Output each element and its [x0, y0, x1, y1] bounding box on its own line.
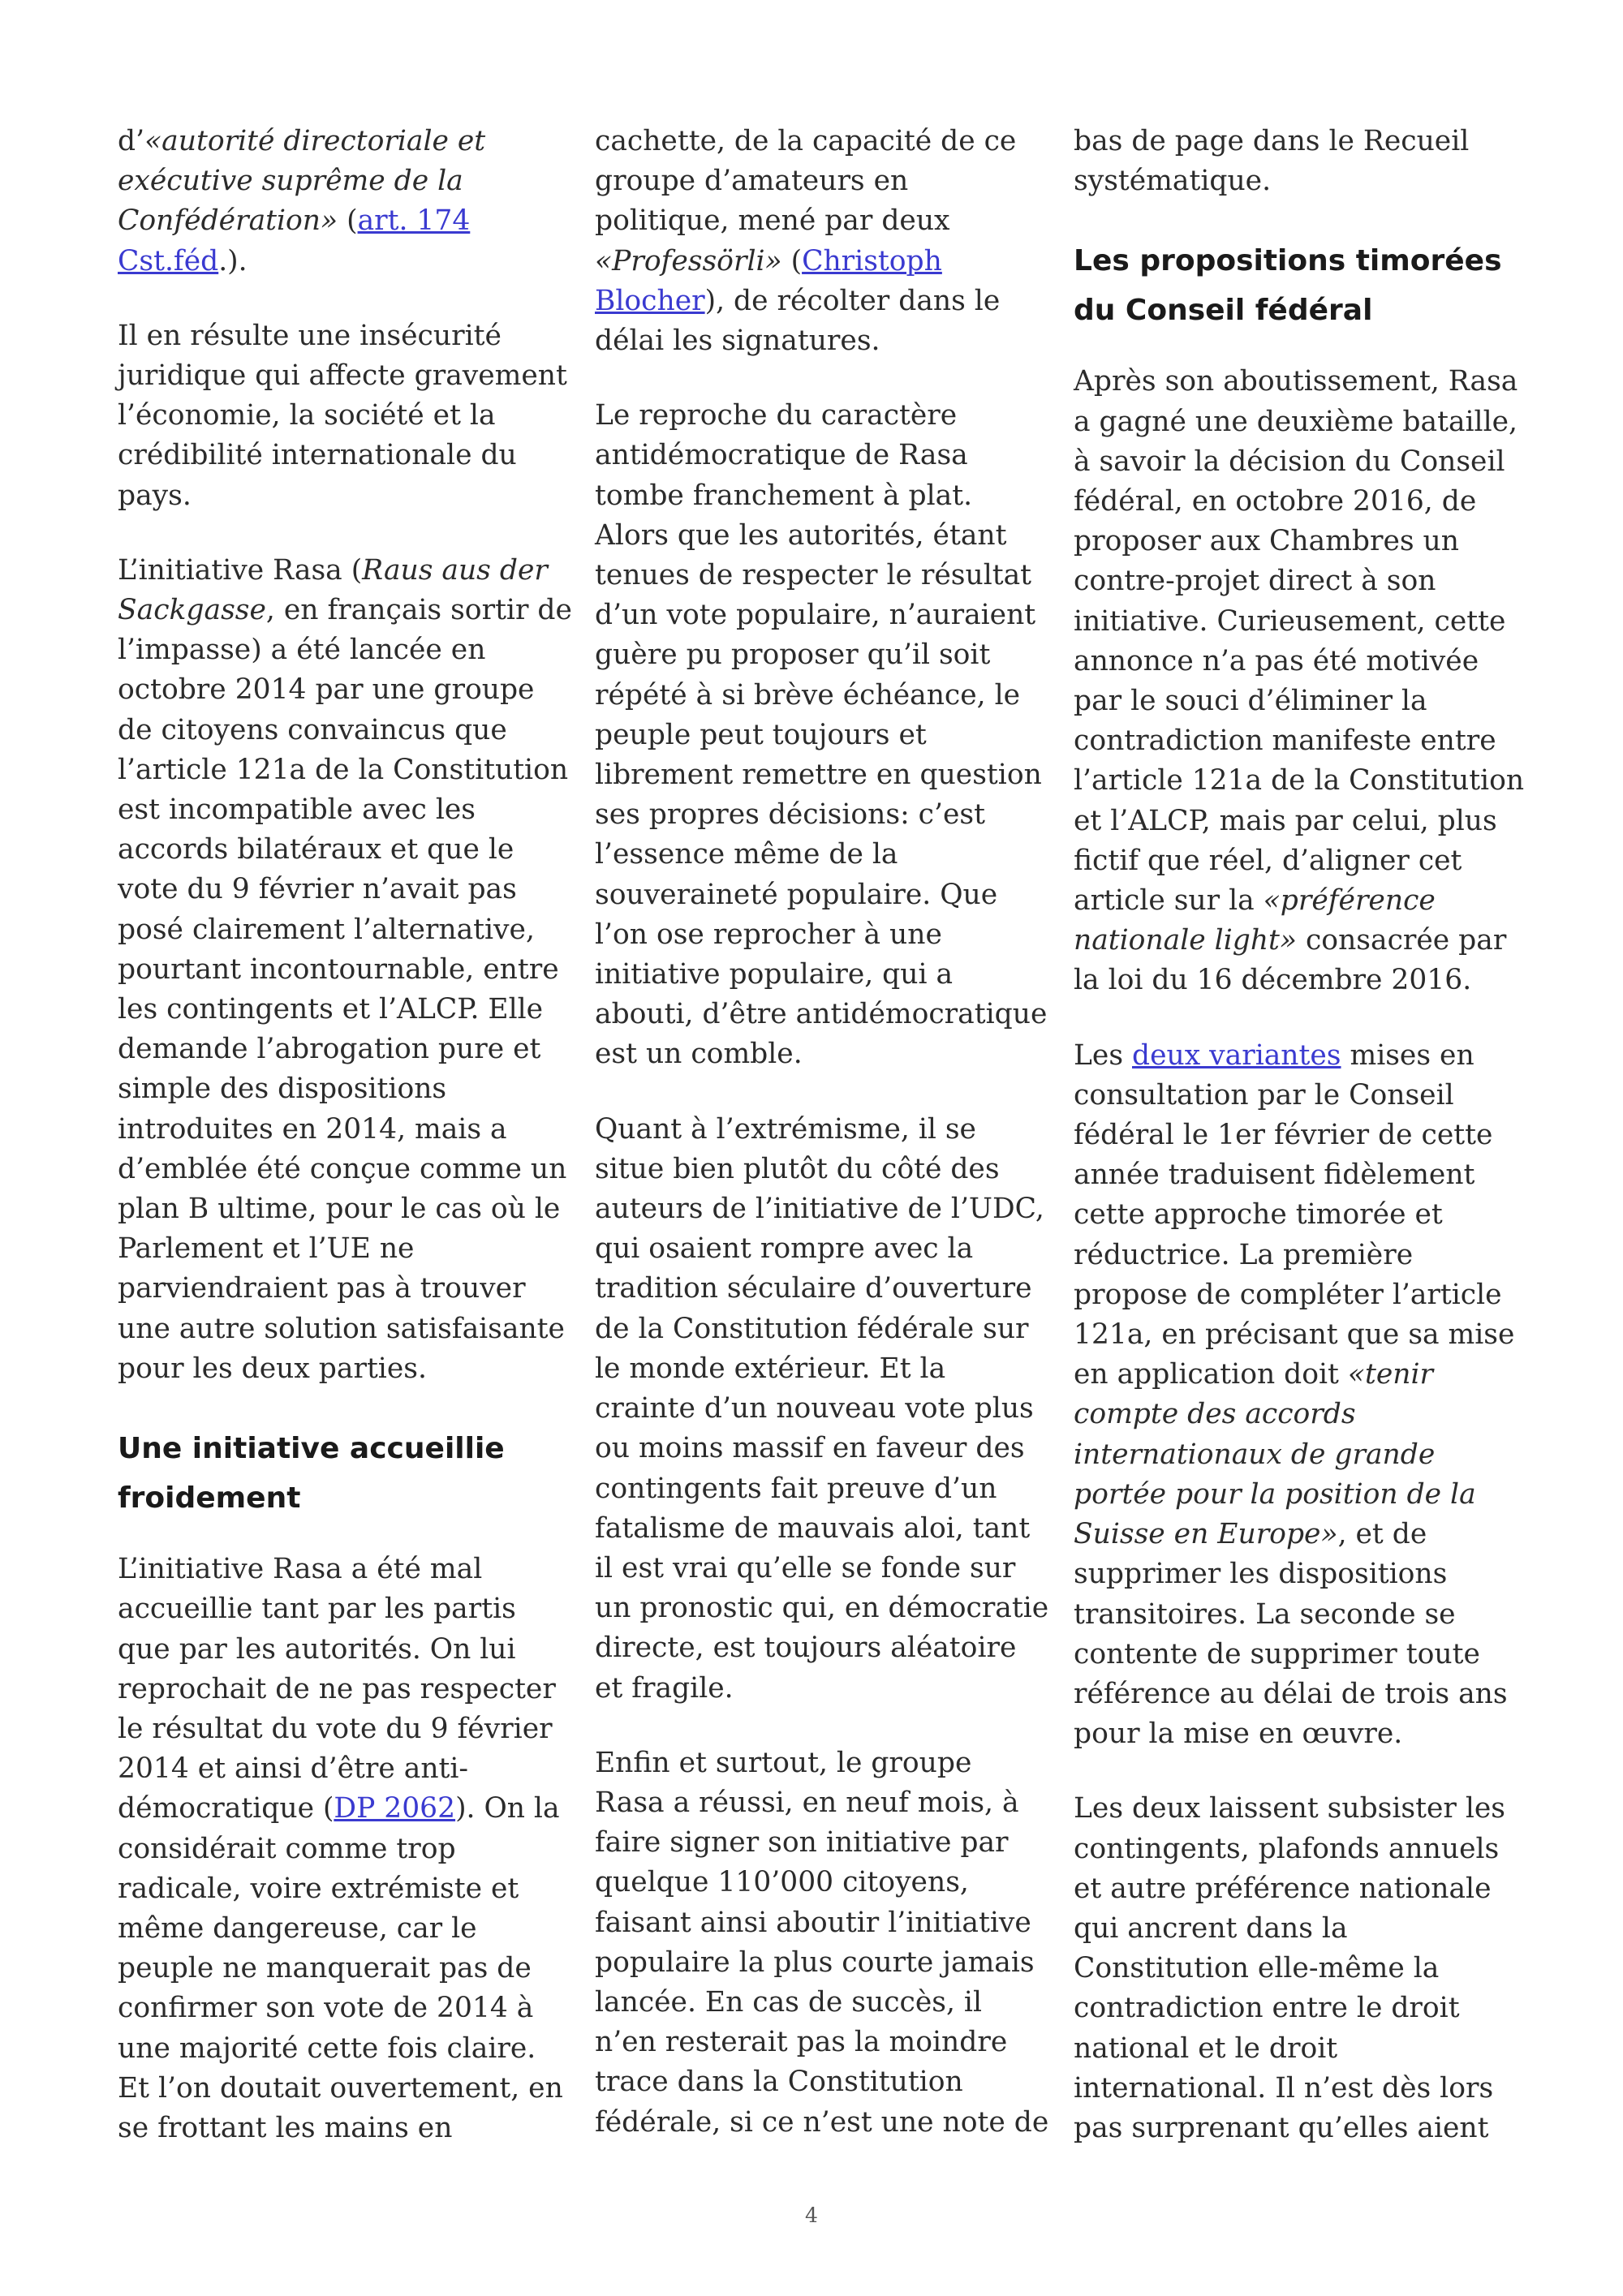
column-1	[118, 122, 572, 2183]
paragraph: Quant à l’extrémisme, il se situe bien plutôt du côté des auteurs de l’initiative de l’UDC, qui osaient rompre avec la tradition séculaire d’ouverture de la Constitution fédérale sur le monde extérieur. Et la crainte d’un nouveau vote plus ou moins massif en faveur des contingents fait preuve d’un fatalisme de mauvais aloi, tant il est vrai qu’elle se fonde sur un pronostic qui, en démocratie directe, est toujours aléatoire et fragile.	[595, 1112, 1049, 1705]
paragraph: L’initiative Rasa a été mal accueillie tant par les partis que par les autorités. On lui reprochait de ne pas respecter le résultat du vote du 9 février 2014 et ainsi d’être anti-démocratique (DP 2062). On la considérait comme trop radicale, voire extrémiste et même dangereuse, car le peuple ne manquerait pas de confirmer son vote de 2014 à une majorité cette fois claire. Et l’on doutait ouvertement, en se frottant les mains en	[118, 1553, 563, 2144]
paragraph: Enfin et surtout, le groupe Rasa a réussi, en neuf mois, à faire signer son initiative par quelque 110’000 citoyens, faisant ainsi aboutir l’initiative populaire la plus courte jamais lancée. En cas de succès, il n’en resterait pas la moindre trace dans la Constitution fédérale, si ce n’est une note de	[595, 1746, 1049, 2139]
paragraph: bas de page dans le Recueil systématique.	[1074, 125, 1470, 198]
link-art-174-cst[interactable]: art. 174 Cst.féd	[118, 204, 471, 277]
paragraph: Il en résulte une insécurité juridique qui affecte gravement l’économie, la société et la crédibilité internationale du pays.	[118, 319, 567, 512]
paragraph: Les deux laissent subsister les contingents, plafonds annuels et autre préférence nationale qui ancrent dans la Constitution elle-même la contradiction entre le droit national et le droit international. Il n’est dès lors pas surprenant qu’elles aient	[1074, 1792, 1506, 2144]
paragraph: d’«autorité directoriale et exécutive suprême de la Confédération» (art. 174 Cst.féd.).	[118, 125, 486, 277]
quote: Raus aus der Sackgasse	[118, 553, 548, 627]
paragraph: Le reproche du caractère antidémocratique de Rasa tombe franchement à plat. Alors que les autorités, étant tenues de respecter le résultat d’un vote populaire, n’auraient guère pu proposer qu’il soit répété à si brève échéance, le peuple peut toujours et librement remettre en question ses propres décisions: c’est l’essence même de la souveraineté populaire. Que l’on ose reprocher à une initiative populaire, qui a abouti, d’être antidémocratique est un comble.	[595, 399, 1048, 1071]
paragraph: L’initiative Rasa (Raus aus der Sackgasse, en français sortir de l’impasse) a été lancée en octobre 2014 par une groupe de citoyens convaincus que l’article 121a de la Constitution est incompatible avec les accords bilatéraux et que le vote du 9 février n’avait pas posé clairement l’alternative, pourtant incontournable, entre les contingents et l’ALCP. Elle demande l’abrogation pure et simple des dispositions introduites en 2014, mais a d’emblée été conçue comme un plan B ultime, pour le cas où le Parlement et l’UE ne parviendraient pas à trouver une autre solution satisfaisante pour les deux parties.	[118, 553, 572, 1385]
paragraph: Les deux variantes mises en consultation par le Conseil fédéral le 1er février de cette année traduisent fidèlement cette approche timorée et réductrice. La première propose de compléter l’article 121a, en précisant que sa mise en application doit «tenir compte des accords internationaux de grande portée pour la position de la Suisse en Europe», et de supprimer les dispositions transitoires. La seconde se contente de supprimer toute référence au délai de trois ans pour la mise en œuvre.	[1074, 1038, 1515, 1751]
paragraph: Après son aboutissement, Rasa a gagné une deuxième bataille, à savoir la décision du Conseil fédéral, en octobre 2016, de proposer aux Chambres un contre-projet direct à son initiative. Curieusement, cette annonce n’a pas été motivée par le souci d’éliminer la contradiction manifeste entre l’article 121a de la Constitution et l’ALCP, mais par celui, plus fictif que réel, d’aligner cet article sur la «préférence nationale light» consacrée par la loi du 16 décembre 2016.	[1074, 365, 1525, 997]
link-deux-variantes[interactable]: deux variantes	[1132, 1038, 1341, 1072]
quote: «préférence nationale light»	[1074, 884, 1436, 957]
paragraph: cachette, de la capacité de ce groupe d’amateurs en politique, mené par deux «Professörli» (Christoph Blocher), de récolter dans le délai les signatures.	[595, 125, 1017, 358]
link-christoph-blocher[interactable]: Christoph Blocher	[595, 244, 942, 317]
column-2	[595, 122, 1049, 2178]
section-heading: Une initiative accueillie froidement	[118, 1432, 505, 1516]
link-dp-2062[interactable]: DP 2062	[334, 1792, 456, 1825]
section-heading: Les propositions timorées du Conseil fédéral	[1074, 244, 1502, 328]
quote: «autorité directoriale et exécutive suprême de la Confédération»	[118, 125, 486, 238]
quote: «Professörli»	[595, 244, 782, 277]
column-3	[1074, 122, 1528, 2183]
quote: «tenir compte des accords internationaux de grande portée pour la position de la Suisse en Europe»	[1074, 1358, 1476, 1551]
page-number: 4	[805, 2204, 818, 2227]
